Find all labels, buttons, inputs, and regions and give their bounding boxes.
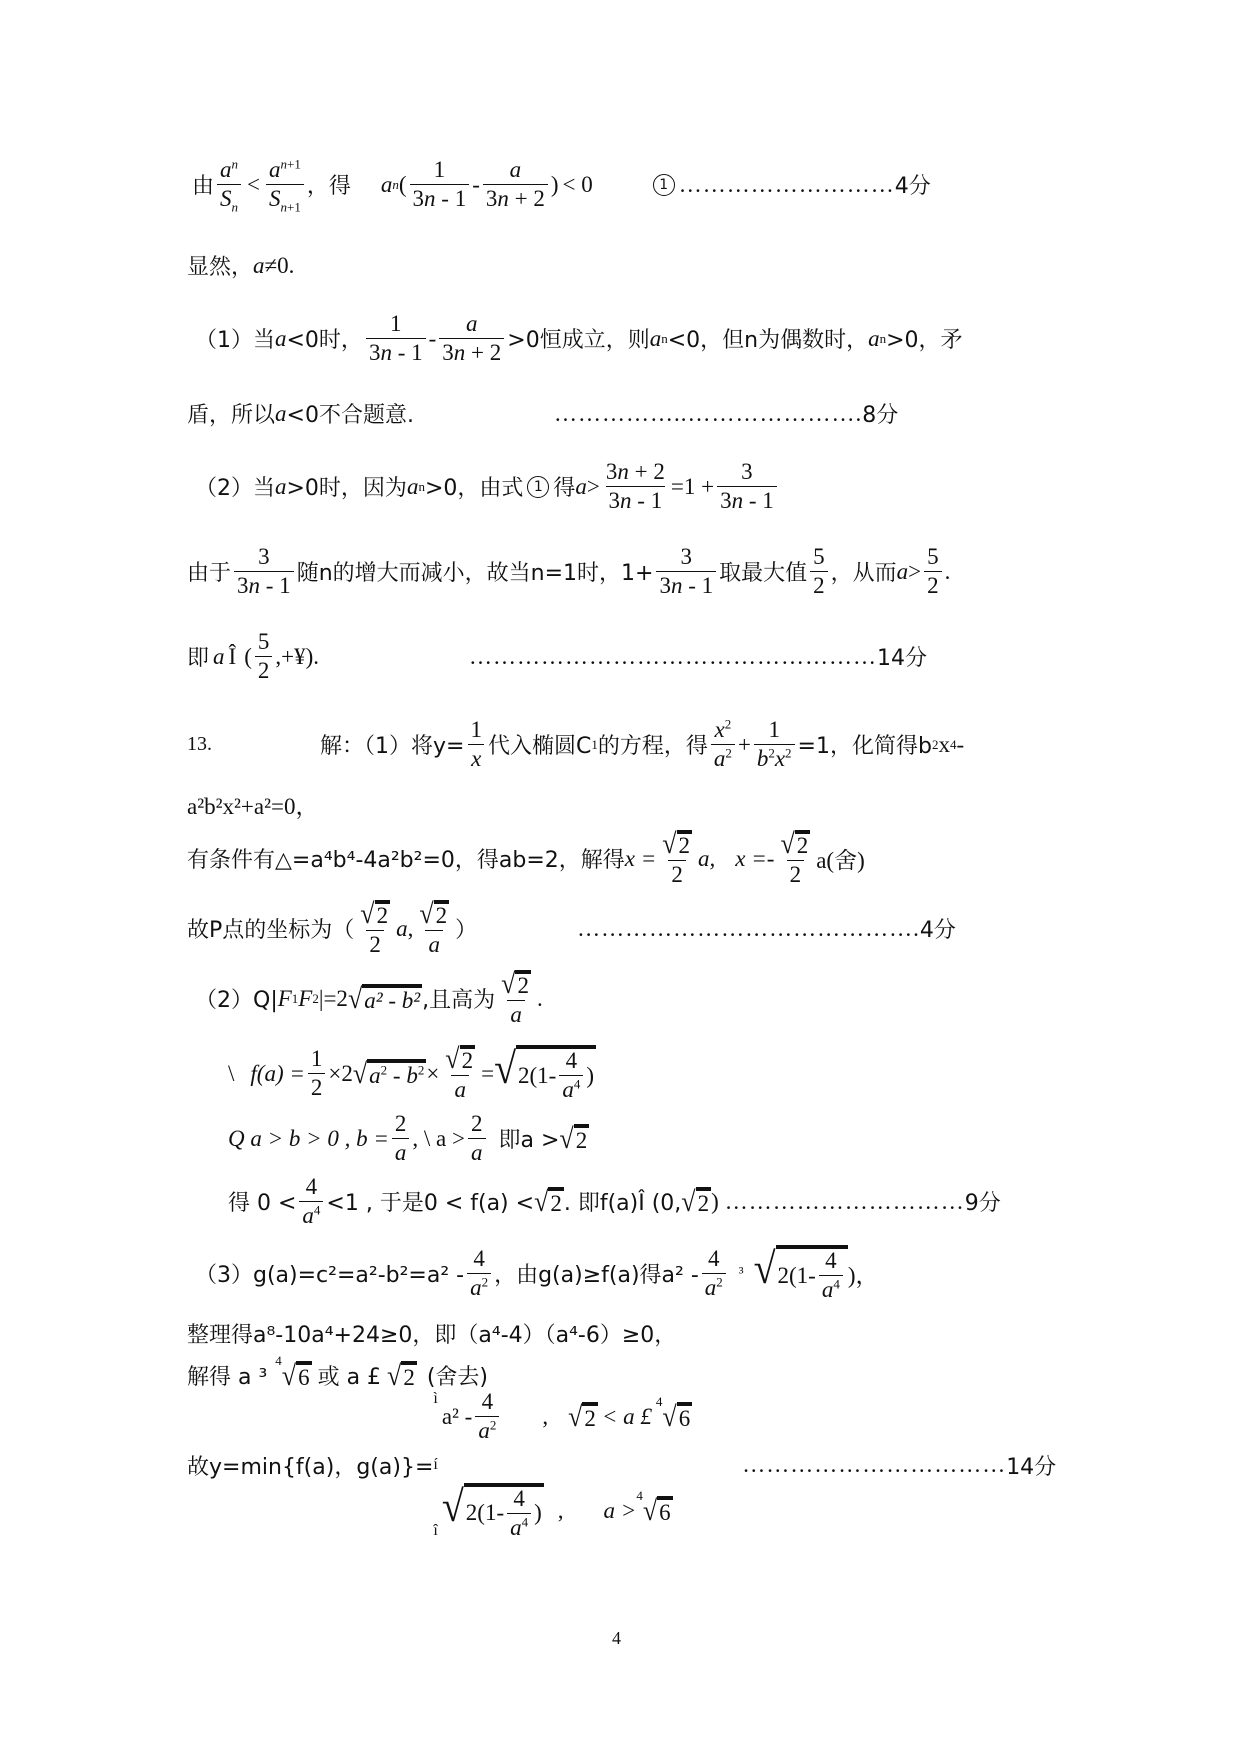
- text: ≠0.: [264, 252, 295, 278]
- line-8-problem-13: 13. 解：（1）将y= $\frac{1}{x}$ 代入椭圆C 1 的方程，得 $\frac{x^2}{a^2}$ + $\frac{1}{b^2x^2}$ =1，化简得b 2 x 4 -: [187, 716, 965, 772]
- text: ，得: [306, 174, 351, 200]
- var: a: [253, 252, 265, 278]
- line-2: [187, 250, 294, 281]
- dot-leader: ……………………………: [742, 1452, 1007, 1477]
- text: < 0: [562, 171, 593, 197]
- problem-number: 13.: [187, 733, 212, 756]
- dot-leader: …………………………………….: [577, 915, 920, 941]
- line-1-inequality: 由 $\frac{a^n}{S_n}$ < $\frac{a^{n+1}}{S_{n+1}}$ ，得 a n ( $\frac{1}{3n - 1}$ - $\frac{a}{3n + 2}$ ) < 0 1 ……………………… 4分: [192, 156, 931, 215]
- dot-leader: ………………………: [678, 171, 895, 197]
- text: 显然，: [187, 255, 254, 280]
- score-label: 4分: [894, 174, 931, 200]
- text: （1）当: [195, 328, 275, 354]
- circled-one-marker: 1: [653, 174, 675, 196]
- text: <0时，: [286, 328, 363, 354]
- score-label: 9分: [964, 1191, 1001, 1217]
- line-14: Q a > b > 0 , b = $\frac{2}{a}$ , \ a > $\frac{2}{a}$ 即a > √ 2: [228, 1111, 588, 1166]
- line-3-case-1: （1）当 a <0时， $\frac{1}{3n - 1}$ - $\frac{a}{3n + 2}$ >0恒成立，则 a n <0，但n为偶数时， a n >0，矛: [195, 311, 963, 366]
- text: >0，矛: [886, 328, 963, 354]
- line-13-f-of-a: \ f(a) = $\frac{1}{2}$ ×2 √ $a^2 - b^2$ × √ 2 a = √ 2(1- $\frac{4}{a^4}$ ): [228, 1042, 595, 1103]
- line-19-piecewise: 故y=min{f(a)，g(a)}= ì í î a² - $\frac{4}{a^2}$ , √ 2 < a £ 4 √ 6 √ 2(1- $\frac{4}{a^4}$ ) , a > 4 √ 6 …………………………… 14分: [187, 1389, 1057, 1540]
- dot-leader: ……………………………………………: [469, 643, 877, 669]
- score-label: 4分: [919, 918, 956, 944]
- score-label: 8分: [862, 403, 899, 428]
- line-15: 得 0 < $\frac{4}{a^4}$ <1 , 于是0 < f(a) < √ 2 . 即f(a)Î (0, √ 2 ) ………………………… 9分: [228, 1174, 1001, 1229]
- line-17: 整理得a⁸-10a⁴+24≥0，即（a⁴-4）（a⁴-6）≥0，: [187, 1323, 677, 1348]
- line-5-case-2: （2）当 a >0时，因为 a n >0，由式 1 得 a > $\frac{3n + 2}{3n - 1}$ =1 + $\frac{3}{3n - 1}$: [195, 460, 780, 513]
- line-7: 即 a Î ( $\frac{5}{2}$ ,+¥). …………………………………………… 14分: [187, 629, 927, 684]
- line-12: （2）Q| F 1 F 2 |=2 √ a² - b² ,且高为 √ 2 a .: [195, 967, 543, 1028]
- fraction: $\frac{a^{n+1}}{S_{n+1}}$: [266, 158, 304, 211]
- page-number: 4: [612, 1628, 621, 1648]
- dot-leader: …………………………: [724, 1188, 965, 1214]
- line-9: a²b²x²+a²=0，: [187, 794, 319, 819]
- line-6: 由于 $\frac{3}{3n - 1}$ 随n的增大而减小，故当n=1时，1+ $\frac{3}{3n - 1}$ 取最大值 $\frac{5}{2}$ ，从而 a > $\frac{5}{2}$ .: [187, 544, 951, 599]
- piecewise-cases: a² - $\frac{4}{a^2}$ , √ 2 < a £ 4 √ 6 √ 2(1- $\frac{4}{a^4}$ ) , a > 4 √ 6: [441, 1389, 691, 1540]
- score-label: 14分: [877, 646, 927, 672]
- dot-leader: ……………..………………….: [553, 400, 863, 426]
- line-11: 故P点的坐标为（ √ 2 2 a , √ 2 a ） ……………………………………. 4分: [187, 897, 956, 958]
- text: 由: [192, 174, 215, 200]
- fraction: $\frac{a^n}{S_n}$: [217, 158, 241, 211]
- score-label: 14分: [1006, 1454, 1057, 1480]
- text: <0，但n为偶数时，: [667, 328, 869, 354]
- left-brace: ì í î: [433, 1390, 438, 1539]
- line-10: 有条件有△=a⁴b⁴-4a²b²=0，得ab=2，解得 x = √ 2 2 a, x =- √ 2 2 a(舍): [187, 827, 865, 888]
- line-4: 盾，所以 a <0不合题意. ……………..…………………. 8分: [187, 398, 898, 429]
- line-18: 解得 a ³ 4 √ 6 或 a £ √ 2 (舍去): [187, 1352, 488, 1391]
- circled-one-marker: 1: [527, 476, 549, 498]
- text: >0恒成立，则: [507, 328, 650, 354]
- line-16-part-3: （3）g(a)=c²=a²-b²=a² - $\frac{4}{a^2}$ ，由g(a)≥f(a)得a² - $\frac{4}{a^2}$ ³ √ 2(1- $\frac{4}{a^4}$ )，: [195, 1243, 879, 1303]
